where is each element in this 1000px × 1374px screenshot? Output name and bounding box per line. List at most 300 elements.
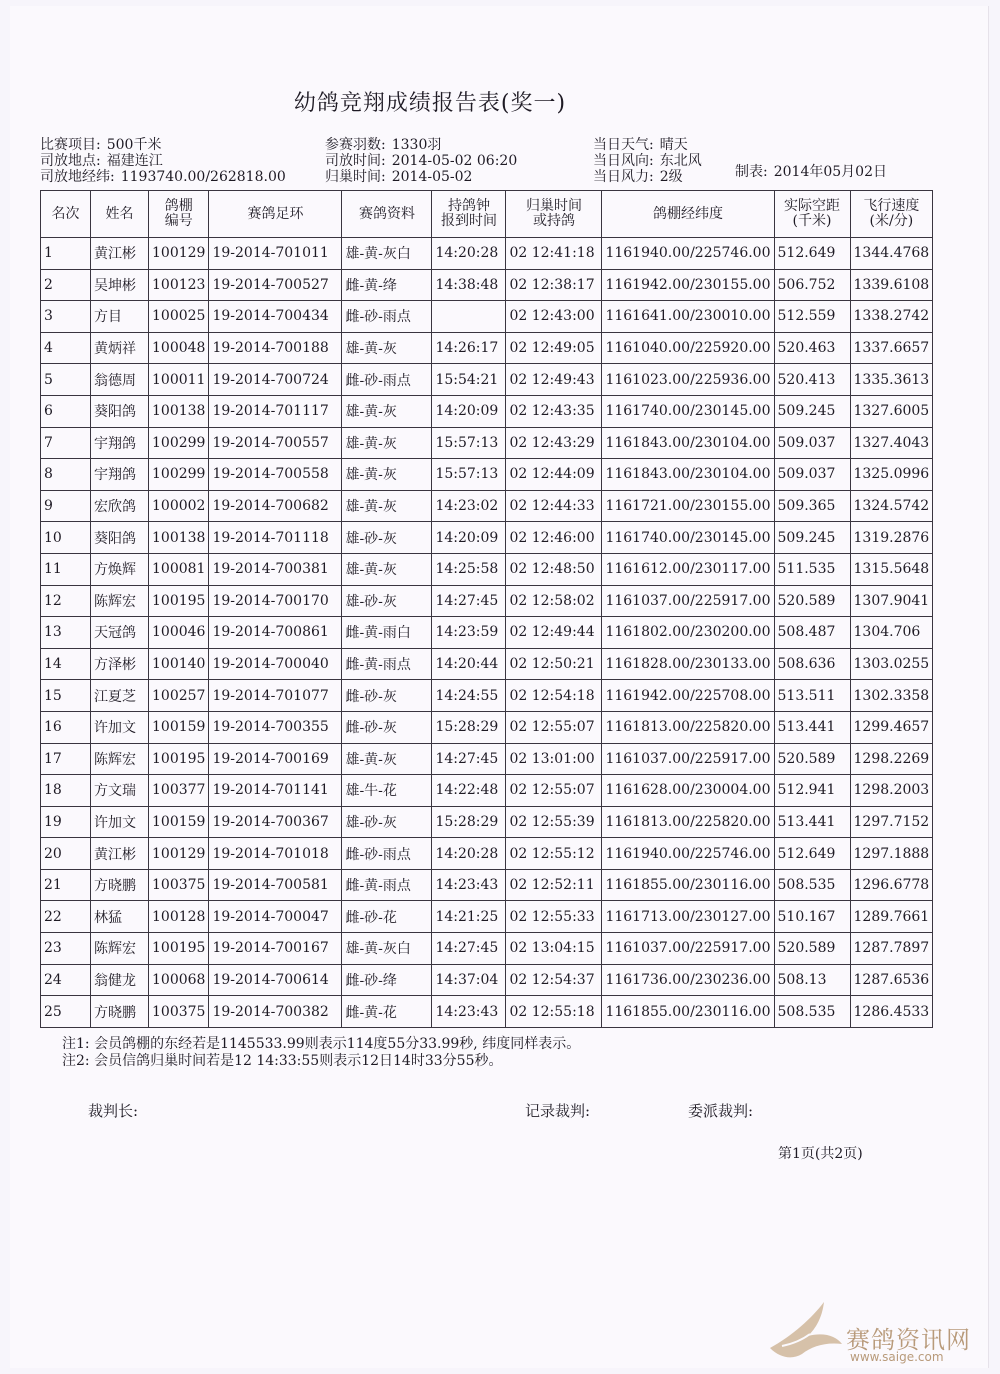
cell-speed: 1327.4043 xyxy=(850,427,933,459)
cell-name: 许加文 xyxy=(91,711,149,743)
cell-loft-id: 100002 xyxy=(149,490,209,522)
cell-return-time: 02 12:49:44 xyxy=(506,617,602,649)
cell-loft-coordinates: 1161721.00/230155.00 xyxy=(602,490,774,522)
cell-rank: 17 xyxy=(41,743,91,775)
cell-name: 陈辉宏 xyxy=(91,743,149,775)
table-row xyxy=(41,301,933,333)
cell-rank: 5 xyxy=(41,364,91,396)
header-ring-number: 赛鸽足环 xyxy=(209,191,342,238)
cell-speed: 1335.3613 xyxy=(850,364,933,396)
cell-name: 方晓鹏 xyxy=(91,996,149,1028)
cell-return-time: 02 12:58:02 xyxy=(506,585,602,617)
cell-rank: 16 xyxy=(41,711,91,743)
cell-clock-time: 14:20:44 xyxy=(432,648,506,680)
cell-distance: 508.487 xyxy=(774,617,850,649)
cell-loft-id: 100011 xyxy=(149,364,209,396)
cell-loft-id: 100025 xyxy=(149,301,209,333)
cell-loft-coordinates: 1161040.00/225920.00 xyxy=(602,332,774,364)
table-row xyxy=(41,680,933,712)
cell-ring-number: 19-2014-701018 xyxy=(209,838,342,870)
cell-name: 宇翔鸽 xyxy=(91,459,149,491)
record-referee-signature: 记录裁判: xyxy=(525,1102,591,1120)
cell-name: 许加文 xyxy=(91,806,149,838)
header-speed: 飞行速度 (米/分) xyxy=(850,191,933,238)
cell-bird-info: 雌-黄-雨点 xyxy=(342,869,432,901)
cell-speed: 1319.2876 xyxy=(850,522,933,554)
cell-distance: 506.752 xyxy=(774,269,850,301)
cell-loft-id: 100375 xyxy=(149,996,209,1028)
table-row xyxy=(41,964,933,996)
cell-loft-id: 100138 xyxy=(149,395,209,427)
cell-distance: 508.535 xyxy=(774,996,850,1028)
cell-bird-info: 雌-砂-花 xyxy=(342,901,432,933)
cell-loft-coordinates: 1161802.00/230200.00 xyxy=(602,617,774,649)
cell-loft-id: 100257 xyxy=(149,680,209,712)
cell-speed: 1315.5648 xyxy=(850,553,933,585)
cell-speed: 1299.4657 xyxy=(850,711,933,743)
cell-speed: 1297.1888 xyxy=(850,838,933,870)
header-loft-id: 鸽棚 编号 xyxy=(149,191,209,238)
table-row xyxy=(41,364,933,396)
cell-ring-number: 19-2014-700527 xyxy=(209,269,342,301)
cell-ring-number: 19-2014-700724 xyxy=(209,364,342,396)
cell-distance: 508.535 xyxy=(774,869,850,901)
cell-rank: 11 xyxy=(41,553,91,585)
cell-name: 翁健龙 xyxy=(91,964,149,996)
cell-clock-time: 14:37:04 xyxy=(432,964,506,996)
cell-loft-coordinates: 1161813.00/225820.00 xyxy=(602,711,774,743)
cell-ring-number: 19-2014-700581 xyxy=(209,869,342,901)
cell-speed: 1289.7661 xyxy=(850,901,933,933)
cell-loft-coordinates: 1161037.00/225917.00 xyxy=(602,933,774,965)
cell-ring-number: 19-2014-701118 xyxy=(209,522,342,554)
cell-bird-info: 雌-黄-绛 xyxy=(342,269,432,301)
cell-name: 陈辉宏 xyxy=(91,585,149,617)
cell-rank: 18 xyxy=(41,775,91,807)
cell-loft-id: 100123 xyxy=(149,269,209,301)
cell-loft-id: 100068 xyxy=(149,964,209,996)
cell-loft-coordinates: 1161843.00/230104.00 xyxy=(602,427,774,459)
cell-name: 方文瑞 xyxy=(91,775,149,807)
cell-ring-number: 19-2014-700557 xyxy=(209,427,342,459)
cell-clock-time: 14:20:28 xyxy=(432,838,506,870)
cell-speed: 1327.6005 xyxy=(850,395,933,427)
cell-ring-number: 19-2014-700558 xyxy=(209,459,342,491)
cell-name: 方焕辉 xyxy=(91,553,149,585)
cell-return-time: 02 12:55:18 xyxy=(506,996,602,1028)
cell-loft-coordinates: 1161023.00/225936.00 xyxy=(602,364,774,396)
cell-name: 陈辉宏 xyxy=(91,933,149,965)
cell-distance: 513.441 xyxy=(774,806,850,838)
table-row xyxy=(41,522,933,554)
cell-speed: 1296.6778 xyxy=(850,869,933,901)
cell-distance: 512.649 xyxy=(774,238,850,270)
table-row xyxy=(41,901,933,933)
table-row xyxy=(41,775,933,807)
cell-loft-coordinates: 1161628.00/230004.00 xyxy=(602,775,774,807)
table-row xyxy=(41,490,933,522)
cell-distance: 513.441 xyxy=(774,711,850,743)
cell-clock-time: 14:23:43 xyxy=(432,869,506,901)
cell-rank: 7 xyxy=(41,427,91,459)
cell-rank: 24 xyxy=(41,964,91,996)
cell-ring-number: 19-2014-700047 xyxy=(209,901,342,933)
cell-rank: 3 xyxy=(41,301,91,333)
cell-speed: 1325.0996 xyxy=(850,459,933,491)
cell-return-time: 02 12:52:11 xyxy=(506,869,602,901)
cell-bird-info: 雌-砂-灰 xyxy=(342,711,432,743)
cell-rank: 22 xyxy=(41,901,91,933)
cell-bird-info: 雄-黄-灰 xyxy=(342,459,432,491)
cell-rank: 25 xyxy=(41,996,91,1028)
cell-speed: 1337.6657 xyxy=(850,332,933,364)
cell-clock-time: 14:20:28 xyxy=(432,238,506,270)
cell-name: 林猛 xyxy=(91,901,149,933)
cell-bird-info: 雌-黄-花 xyxy=(342,996,432,1028)
cell-distance: 510.167 xyxy=(774,901,850,933)
cell-bird-info: 雌-砂-雨点 xyxy=(342,838,432,870)
cell-loft-id: 100195 xyxy=(149,743,209,775)
cell-distance: 520.413 xyxy=(774,364,850,396)
cell-speed: 1287.7897 xyxy=(850,933,933,965)
table-row xyxy=(41,459,933,491)
cell-distance: 520.589 xyxy=(774,933,850,965)
cell-clock-time: 14:23:02 xyxy=(432,490,506,522)
cell-return-time: 02 12:50:21 xyxy=(506,648,602,680)
cell-speed: 1298.2269 xyxy=(850,743,933,775)
cell-distance: 508.13 xyxy=(774,964,850,996)
table-row xyxy=(41,617,933,649)
cell-loft-coordinates: 1161740.00/230145.00 xyxy=(602,395,774,427)
table-row xyxy=(41,648,933,680)
cell-ring-number: 19-2014-700040 xyxy=(209,648,342,680)
cell-loft-id: 100048 xyxy=(149,332,209,364)
cell-clock-time: 14:26:17 xyxy=(432,332,506,364)
cell-clock-time: 14:25:58 xyxy=(432,553,506,585)
cell-loft-coordinates: 1161940.00/225746.00 xyxy=(602,838,774,870)
cell-loft-coordinates: 1161843.00/230104.00 xyxy=(602,459,774,491)
cell-speed: 1303.0255 xyxy=(850,648,933,680)
cell-loft-id: 100375 xyxy=(149,869,209,901)
cell-bird-info: 雄-黄-灰 xyxy=(342,743,432,775)
cell-return-time: 02 12:55:07 xyxy=(506,775,602,807)
cell-clock-time: 15:54:21 xyxy=(432,364,506,396)
cell-bird-info: 雌-砂-灰 xyxy=(342,680,432,712)
cell-name: 吴坤彬 xyxy=(91,269,149,301)
header-return-time: 归巢时间 或持鸽 xyxy=(506,191,602,238)
cell-return-time: 02 12:55:07 xyxy=(506,711,602,743)
cell-rank: 20 xyxy=(41,838,91,870)
cell-speed: 1307.9041 xyxy=(850,585,933,617)
cell-loft-id: 100299 xyxy=(149,427,209,459)
cell-ring-number: 19-2014-700614 xyxy=(209,964,342,996)
cell-loft-id: 100159 xyxy=(149,711,209,743)
cell-rank: 4 xyxy=(41,332,91,364)
cell-name: 黄江彬 xyxy=(91,838,149,870)
table-row xyxy=(41,585,933,617)
cell-speed: 1287.6536 xyxy=(850,964,933,996)
cell-rank: 14 xyxy=(41,648,91,680)
cell-clock-time: 14:27:45 xyxy=(432,585,506,617)
cell-bird-info: 雄-黄-灰白 xyxy=(342,933,432,965)
cell-rank: 12 xyxy=(41,585,91,617)
note-2: 注2: 会员信鸽归巢时间若是12 14:33:55则表示12日14时33分55秒。 xyxy=(62,1053,503,1069)
cell-name: 方泽彬 xyxy=(91,648,149,680)
cell-clock-time: 14:23:59 xyxy=(432,617,506,649)
cell-ring-number: 19-2014-701141 xyxy=(209,775,342,807)
report-page xyxy=(10,6,989,1368)
cell-loft-id: 100081 xyxy=(149,553,209,585)
cell-bird-info: 雄-牛-花 xyxy=(342,775,432,807)
cell-clock-time: 14:27:45 xyxy=(432,743,506,775)
cell-loft-coordinates: 1161855.00/230116.00 xyxy=(602,869,774,901)
cell-ring-number: 19-2014-701077 xyxy=(209,680,342,712)
cell-ring-number: 19-2014-700434 xyxy=(209,301,342,333)
cell-distance: 512.559 xyxy=(774,301,850,333)
header-distance: 实际空距 (千米) xyxy=(774,191,850,238)
cell-clock-time: 14:27:45 xyxy=(432,933,506,965)
cell-bird-info: 雄-黄-灰 xyxy=(342,332,432,364)
cell-return-time: 02 12:43:29 xyxy=(506,427,602,459)
cell-loft-coordinates: 1161942.00/225708.00 xyxy=(602,680,774,712)
cell-loft-coordinates: 1161740.00/230145.00 xyxy=(602,522,774,554)
cell-return-time: 02 12:55:12 xyxy=(506,838,602,870)
notes xyxy=(62,1036,580,1070)
table-row xyxy=(41,996,933,1028)
cell-clock-time: 14:20:09 xyxy=(432,522,506,554)
cell-name: 黄江彬 xyxy=(91,238,149,270)
cell-ring-number: 19-2014-701011 xyxy=(209,238,342,270)
cell-distance: 520.463 xyxy=(774,332,850,364)
cell-speed: 1338.2742 xyxy=(850,301,933,333)
cell-speed: 1298.2003 xyxy=(850,775,933,807)
cell-clock-time: 15:28:29 xyxy=(432,806,506,838)
cell-name: 葵阳鸽 xyxy=(91,395,149,427)
cell-distance: 511.535 xyxy=(774,553,850,585)
cell-return-time: 02 12:49:43 xyxy=(506,364,602,396)
cell-ring-number: 19-2014-700381 xyxy=(209,553,342,585)
cell-loft-id: 100377 xyxy=(149,775,209,807)
cell-bird-info: 雌-砂-绛 xyxy=(342,964,432,996)
cell-return-time: 02 12:49:05 xyxy=(506,332,602,364)
cell-speed: 1304.706 xyxy=(850,617,933,649)
cell-rank: 15 xyxy=(41,680,91,712)
table-row xyxy=(41,933,933,965)
cell-name: 天冠鸽 xyxy=(91,617,149,649)
meta-release-time: 司放时间: 2014-05-02 06:20 xyxy=(325,153,518,169)
cell-bird-info: 雌-砂-雨点 xyxy=(342,364,432,396)
cell-return-time: 02 12:54:37 xyxy=(506,964,602,996)
meta-made-date: 制表: 2014年05月02日 xyxy=(735,164,887,180)
cell-distance: 520.589 xyxy=(774,743,850,775)
cell-name: 葵阳鸽 xyxy=(91,522,149,554)
cell-clock-time: 15:28:29 xyxy=(432,711,506,743)
cell-distance: 520.589 xyxy=(774,585,850,617)
cell-speed: 1297.7152 xyxy=(850,806,933,838)
meta-wind-force: 当日风力: 2级 xyxy=(593,169,683,185)
watermark-name: 赛鸽资讯网 xyxy=(846,1326,971,1354)
cell-loft-id: 100140 xyxy=(149,648,209,680)
cell-return-time: 02 13:04:15 xyxy=(506,933,602,965)
cell-loft-id: 100299 xyxy=(149,459,209,491)
cell-ring-number: 19-2014-700355 xyxy=(209,711,342,743)
cell-clock-time: 14:22:48 xyxy=(432,775,506,807)
header-loft-coordinates: 鸽棚经纬度 xyxy=(602,191,774,238)
cell-ring-number: 19-2014-700382 xyxy=(209,996,342,1028)
cell-ring-number: 19-2014-701117 xyxy=(209,395,342,427)
cell-rank: 13 xyxy=(41,617,91,649)
cell-loft-coordinates: 1161037.00/225917.00 xyxy=(602,743,774,775)
cell-loft-coordinates: 1161813.00/225820.00 xyxy=(602,806,774,838)
cell-ring-number: 19-2014-700170 xyxy=(209,585,342,617)
table-row xyxy=(41,553,933,585)
cell-bird-info: 雄-砂-灰 xyxy=(342,806,432,838)
cell-clock-time: 14:21:25 xyxy=(432,901,506,933)
table-row xyxy=(41,869,933,901)
cell-ring-number: 19-2014-700682 xyxy=(209,490,342,522)
meta-birds: 参赛羽数: 1330羽 xyxy=(325,137,442,153)
cell-bird-info: 雄-黄-灰 xyxy=(342,427,432,459)
cell-name: 方目 xyxy=(91,301,149,333)
cell-ring-number: 19-2014-700188 xyxy=(209,332,342,364)
cell-loft-id: 100159 xyxy=(149,806,209,838)
cell-rank: 9 xyxy=(41,490,91,522)
cell-loft-coordinates: 1161641.00/230010.00 xyxy=(602,301,774,333)
cell-bird-info: 雌-黄-雨白 xyxy=(342,617,432,649)
cell-loft-id: 100129 xyxy=(149,838,209,870)
cell-ring-number: 19-2014-700167 xyxy=(209,933,342,965)
cell-ring-number: 19-2014-700169 xyxy=(209,743,342,775)
table-row xyxy=(41,395,933,427)
header-bird-info: 赛鸽资料 xyxy=(342,191,432,238)
page-title: 幼鸽竞翔成绩报告表(奖一) xyxy=(293,91,567,116)
meta-event: 比赛项目: 500千米 xyxy=(40,137,162,153)
cell-rank: 23 xyxy=(41,933,91,965)
cell-loft-coordinates: 1161855.00/230116.00 xyxy=(602,996,774,1028)
meta-return-time: 归巢时间: 2014-05-02 xyxy=(325,169,473,185)
cell-return-time: 02 12:54:18 xyxy=(506,680,602,712)
cell-bird-info: 雌-砂-雨点 xyxy=(342,301,432,333)
cell-speed: 1286.4533 xyxy=(850,996,933,1028)
cell-return-time: 02 12:44:33 xyxy=(506,490,602,522)
table-row xyxy=(41,332,933,364)
cell-speed: 1302.3358 xyxy=(850,680,933,712)
appointed-referee-signature: 委派裁判: xyxy=(688,1102,754,1120)
cell-name: 黄炳祥 xyxy=(91,332,149,364)
table-header-row xyxy=(41,191,933,238)
cell-rank: 8 xyxy=(41,459,91,491)
cell-ring-number: 19-2014-700861 xyxy=(209,617,342,649)
cell-rank: 6 xyxy=(41,395,91,427)
cell-loft-id: 100138 xyxy=(149,522,209,554)
cell-rank: 21 xyxy=(41,869,91,901)
cell-return-time: 02 12:55:33 xyxy=(506,901,602,933)
meta-release-site: 司放地点: 福建连江 xyxy=(40,153,163,169)
cell-name: 宇翔鸽 xyxy=(91,427,149,459)
cell-distance: 509.037 xyxy=(774,427,850,459)
cell-clock-time: 14:23:43 xyxy=(432,996,506,1028)
cell-clock-time: 15:57:13 xyxy=(432,459,506,491)
cell-speed: 1324.5742 xyxy=(850,490,933,522)
cell-loft-id: 100129 xyxy=(149,238,209,270)
cell-return-time: 02 12:43:00 xyxy=(506,301,602,333)
cell-name: 翁德周 xyxy=(91,364,149,396)
cell-distance: 508.636 xyxy=(774,648,850,680)
note-1: 注1: 会员鸽棚的东经若是1145533.99则表示114度55分33.99秒, 纬度同样表示。 xyxy=(62,1036,581,1052)
cell-bird-info: 雄-黄-灰 xyxy=(342,395,432,427)
cell-name: 江夏芝 xyxy=(91,680,149,712)
watermark-url: www.saige.com xyxy=(850,1350,944,1364)
cell-speed: 1344.4768 xyxy=(850,238,933,270)
cell-speed: 1339.6108 xyxy=(850,269,933,301)
table-row xyxy=(41,838,933,870)
header-name: 姓名 xyxy=(91,191,149,238)
cell-bird-info: 雄-砂-灰 xyxy=(342,585,432,617)
cell-distance: 513.511 xyxy=(774,680,850,712)
page-number: 第1页(共2页) xyxy=(778,1146,863,1162)
header-rank: 名次 xyxy=(41,191,91,238)
meta-wind-direction: 当日风向: 东北风 xyxy=(593,153,702,169)
cell-distance: 509.365 xyxy=(774,490,850,522)
cell-return-time: 02 12:44:09 xyxy=(506,459,602,491)
cell-loft-id: 100195 xyxy=(149,585,209,617)
meta-release-coord: 司放地经纬: 1193740.00/262818.00 xyxy=(40,169,286,185)
cell-return-time: 02 12:48:50 xyxy=(506,553,602,585)
cell-loft-id: 100046 xyxy=(149,617,209,649)
cell-clock-time xyxy=(432,301,506,333)
cell-loft-coordinates: 1161037.00/225917.00 xyxy=(602,585,774,617)
cell-loft-coordinates: 1161713.00/230127.00 xyxy=(602,901,774,933)
table-body xyxy=(41,238,933,1028)
cell-return-time: 02 12:41:18 xyxy=(506,238,602,270)
cell-distance: 509.245 xyxy=(774,522,850,554)
table-row xyxy=(41,806,933,838)
table-row xyxy=(41,427,933,459)
cell-distance: 509.245 xyxy=(774,395,850,427)
cell-bird-info: 雄-砂-灰 xyxy=(342,522,432,554)
cell-distance: 512.649 xyxy=(774,838,850,870)
cell-clock-time: 14:24:55 xyxy=(432,680,506,712)
header-clock-time: 持鸽钟 报到时间 xyxy=(432,191,506,238)
cell-return-time: 02 12:46:00 xyxy=(506,522,602,554)
cell-name: 方晓鹏 xyxy=(91,869,149,901)
cell-rank: 2 xyxy=(41,269,91,301)
cell-bird-info: 雌-黄-雨点 xyxy=(342,648,432,680)
cell-loft-coordinates: 1161828.00/230133.00 xyxy=(602,648,774,680)
cell-rank: 10 xyxy=(41,522,91,554)
cell-loft-id: 100195 xyxy=(149,933,209,965)
table-row xyxy=(41,269,933,301)
cell-clock-time: 14:20:09 xyxy=(432,395,506,427)
cell-name: 宏欣鸽 xyxy=(91,490,149,522)
cell-bird-info: 雄-黄-灰 xyxy=(342,553,432,585)
cell-bird-info: 雄-黄-灰白 xyxy=(342,238,432,270)
cell-rank: 1 xyxy=(41,238,91,270)
table-row xyxy=(41,711,933,743)
cell-ring-number: 19-2014-700367 xyxy=(209,806,342,838)
cell-loft-id: 100128 xyxy=(149,901,209,933)
results-table xyxy=(40,190,933,1028)
meta-weather: 当日天气: 晴天 xyxy=(593,137,688,153)
table-row xyxy=(41,743,933,775)
cell-return-time: 02 12:43:35 xyxy=(506,395,602,427)
cell-bird-info: 雄-黄-灰 xyxy=(342,490,432,522)
cell-return-time: 02 13:01:00 xyxy=(506,743,602,775)
cell-loft-coordinates: 1161736.00/230236.00 xyxy=(602,964,774,996)
cell-distance: 509.037 xyxy=(774,459,850,491)
cell-loft-coordinates: 1161940.00/225746.00 xyxy=(602,238,774,270)
cell-clock-time: 14:38:48 xyxy=(432,269,506,301)
